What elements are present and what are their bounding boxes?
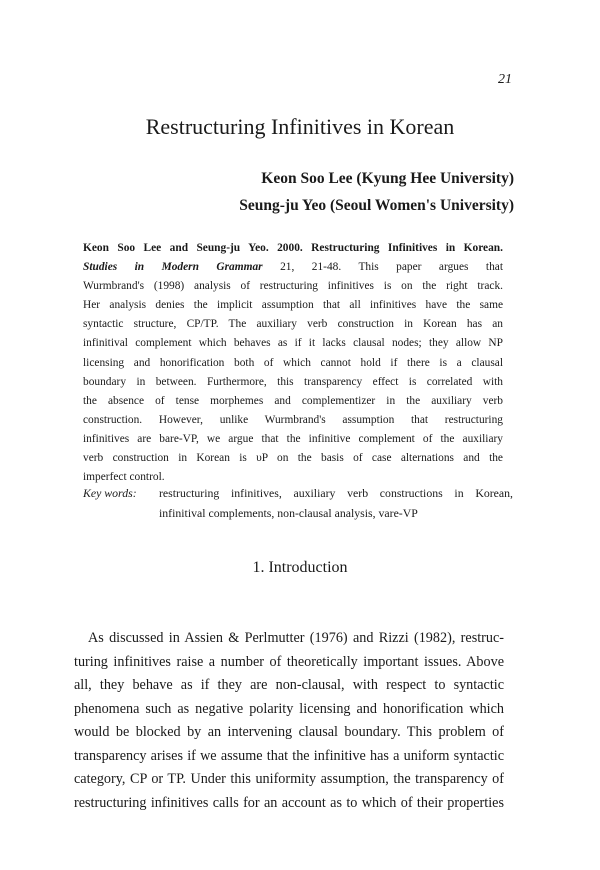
abstract-line: infinitives are bare-VP, we argue that the infinitive complement of the auxiliary bbox=[83, 432, 503, 445]
body-line: category, CP or TP. Under this uniformity assumption, the transparency of bbox=[74, 771, 504, 787]
journal-volume-pages: 21, 21-48. bbox=[280, 261, 342, 274]
abstract bbox=[83, 239, 503, 487]
abstract-text: This paper argues that bbox=[358, 261, 503, 274]
citation-authors: Keon Soo Lee and Seung-ju Yeo. 2000. Restructuring Infinitives in Korean. bbox=[83, 242, 503, 254]
journal-name: Studies in Modern Grammar bbox=[83, 261, 263, 274]
abstract-citation-line bbox=[83, 239, 503, 258]
body-line: phenomena such as negative polarity licensing and honorification which bbox=[74, 700, 504, 717]
abstract-line: construction. However, unlike Wurmbrand's assumption that restructuring bbox=[83, 413, 503, 426]
keywords-row bbox=[83, 503, 513, 523]
keywords-text: infinitival complements, non-clausal analysis, vare-VP bbox=[159, 506, 418, 520]
keywords-row bbox=[83, 483, 513, 503]
abstract-line: Wurmbrand's (1998) analysis of restructuring infinitives is on the right track. bbox=[83, 280, 503, 293]
abstract-line: imperfect control. bbox=[83, 471, 165, 484]
body-line: As discussed in Assien & Perlmutter (1976) and Rizzi (1982), restruc- bbox=[88, 630, 504, 646]
abstract-line: licensing and honorification both of which cannot hold if there is a clausal bbox=[83, 356, 503, 369]
paper-title: Restructuring Infinitives in Korean bbox=[145, 114, 455, 139]
keywords bbox=[83, 483, 513, 523]
body-line: restructuring infinitives calls for an account as to which of their properties bbox=[74, 794, 504, 811]
author-line: Seung-ju Yeo (Seoul Women's University) bbox=[239, 197, 514, 214]
body-line: transparency arises if we assume that the infinitive has a uniform syntactic bbox=[74, 747, 504, 764]
body-line: turing infinitives raise a number of theoretically important issues. Above bbox=[74, 653, 504, 670]
author-line: Keon Soo Lee (Kyung Hee University) bbox=[261, 170, 514, 187]
page-number: 21 bbox=[498, 72, 512, 87]
keywords-text: restructuring infinitives, auxiliary verb constructions in Korean, bbox=[159, 486, 513, 500]
abstract-line: syntactic structure, CP/TP. The auxiliary verb construction in Korean has an bbox=[83, 318, 503, 331]
keywords-label: Key words: bbox=[83, 486, 137, 500]
abstract-line: Her analysis denies the implicit assumption that all infinitives have the same bbox=[83, 299, 503, 312]
section-heading: 1. Introduction bbox=[252, 559, 348, 576]
body-line: would be blocked by an intervening clausal boundary. This problem of bbox=[74, 724, 504, 740]
author-list bbox=[239, 165, 514, 219]
abstract-citation-line bbox=[83, 258, 503, 277]
body-line: all, they behave as if they are non-clausal, with respect to syntactic bbox=[74, 677, 504, 693]
abstract-line: boundary in between. Furthermore, this transparency effect is correlated with bbox=[83, 375, 503, 388]
abstract-line: the absence of tense morphemes and complementizer in the auxiliary verb bbox=[83, 394, 503, 407]
abstract-line: infinitival complement which behaves as if it lacks clausal nodes; they allow NP bbox=[83, 337, 503, 350]
introduction-body bbox=[74, 627, 504, 815]
abstract-line: verb construction in Korean is υP on the basis of case alternations and the bbox=[83, 452, 503, 465]
